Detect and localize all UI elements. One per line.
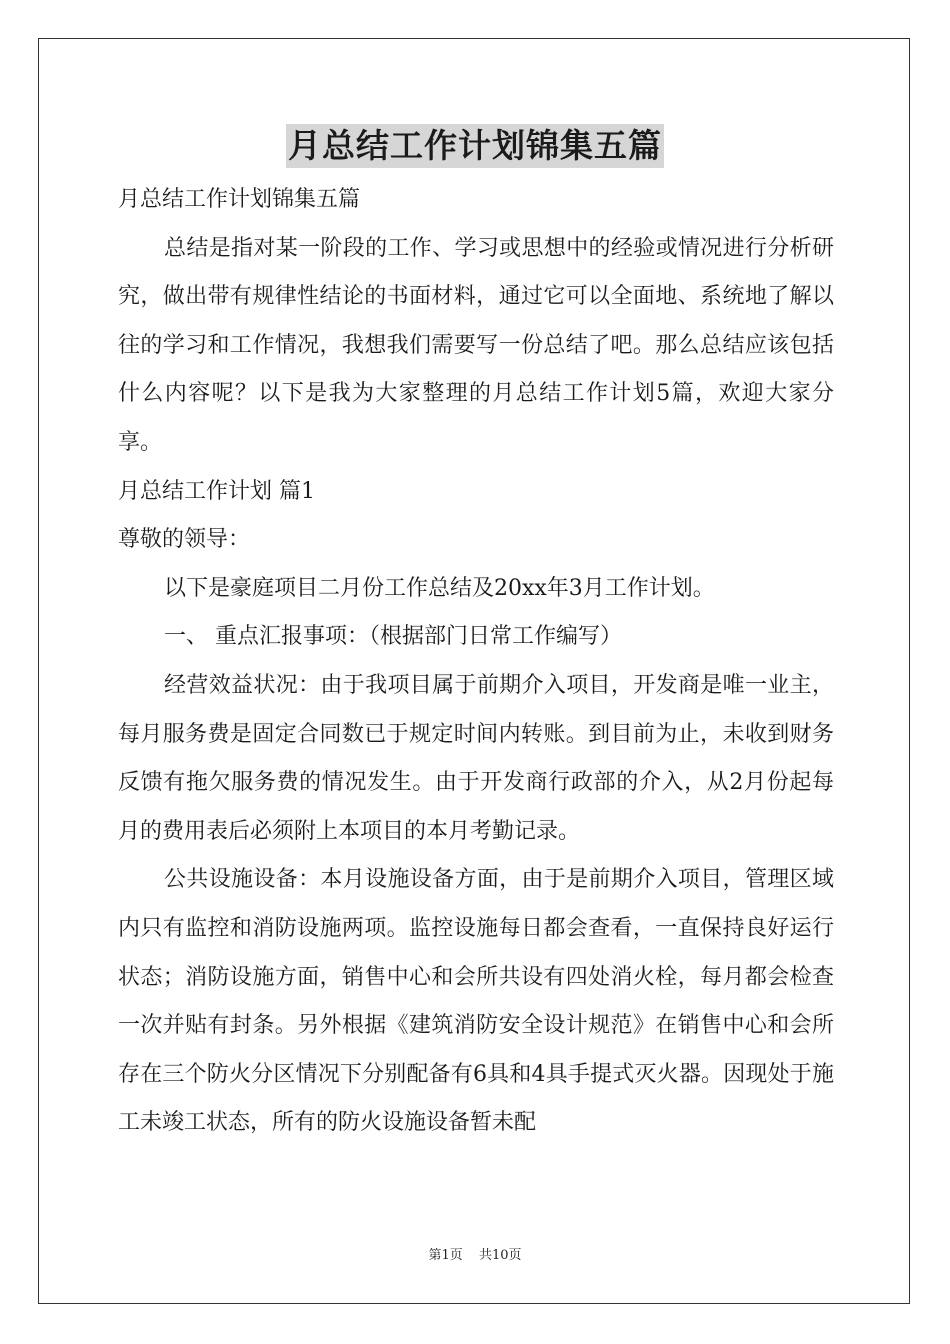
salutation: 尊敬的领导： bbox=[118, 527, 251, 553]
paragraph: 总结是指对某一阶段的工作、学习或思想中的经验或情况进行分析研究，做出带有规律性结论的书面材料，通过它可以全面地、系统地了解以往的学习和工作情况，我想我们需要写一份总结了吧。那么总结应该包括什么内容呢？以下是我为大家整理的月总结工作计划5篇，欢迎大家分享。 bbox=[118, 235, 834, 455]
section-heading: 月总结工作计划 篇1 bbox=[118, 478, 315, 504]
paragraph: 以下是豪庭项目二月份工作总结及20xx年3月工作计划。 bbox=[164, 575, 715, 601]
paragraph: 经营效益状况：由于我项目属于前期介入项目，开发商是唯一业主，每月服务费是固定合同数已于规定时间内转账。到目前为止，未收到财务反馈有拖欠服务费的情况发生。由于开发商行政部的介入，从2月份起每月的费用表后必须附上本项目的本月考勤记录。 bbox=[118, 672, 834, 844]
paragraph: 公共设施设备：本月设施设备方面，由于是前期介入项目，管理区域内只有监控和消防设施两项。监控设施每日都会查看，一直保持良好运行状态；消防设施方面，销售中心和会所共设有四处消火栓，每月都会检查一次并贴有封条。另外根据《建筑消防安全设计规范》在销售中心和会所存在三个防火分区情况下分别配备有6具和4具手提式灭火器。因现处于施工未竣工状态，所有的防火设施设备暂未配 bbox=[118, 867, 834, 1136]
document-title: 月总结工作计划锦集五篇 bbox=[286, 124, 664, 168]
paragraph: 一、 重点汇报事项：（根据部门日常工作编写） bbox=[164, 624, 622, 650]
page-number: 第1页 bbox=[428, 1248, 463, 1263]
title-wrap bbox=[0, 124, 950, 168]
page-footer bbox=[0, 1244, 950, 1263]
page-total: 共10页 bbox=[478, 1248, 522, 1263]
document-body bbox=[118, 176, 834, 1148]
paragraph: 月总结工作计划锦集五篇 bbox=[118, 187, 361, 212]
